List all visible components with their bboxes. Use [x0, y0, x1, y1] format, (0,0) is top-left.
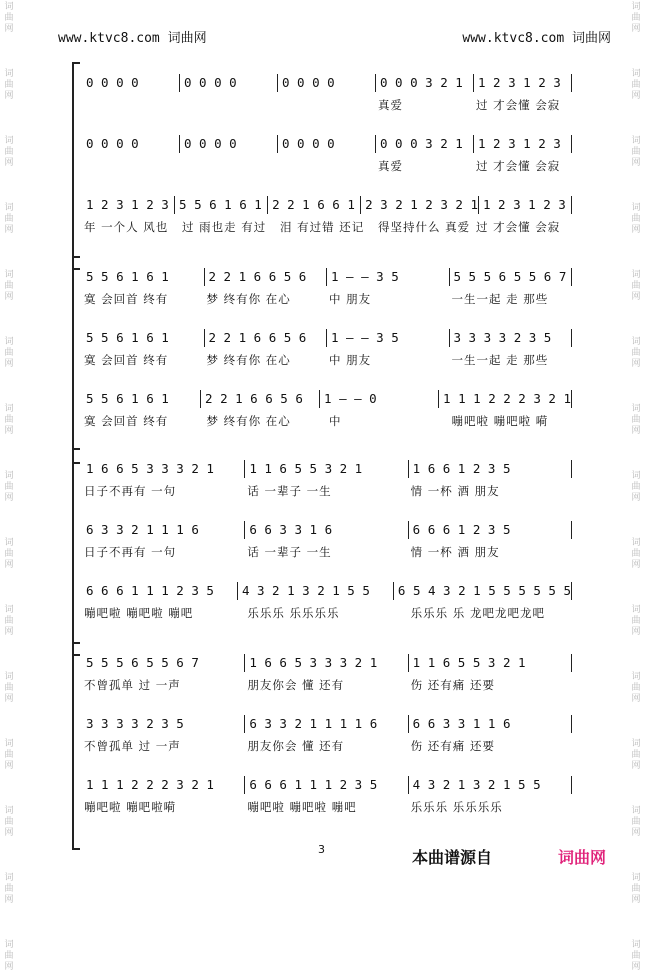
measure: 6 5 4 3 2 1 5 5 5 5 5 5 [394, 582, 572, 600]
watermark-text: 词 曲 网 [4, 404, 14, 436]
lyric-text: 话 一辈子 一生 [247, 545, 332, 559]
watermark-text: 词 曲 网 [631, 270, 641, 302]
voice-part [82, 582, 572, 626]
measure: 0 0 0 0 [82, 74, 180, 92]
page-number: 3 [318, 843, 325, 856]
watermark-text: 词 曲 网 [4, 806, 14, 838]
lyric-text [180, 97, 278, 113]
measure: 0 0 0 0 [180, 74, 278, 92]
measure: 1 1 6 5 5 3 2 1 [245, 460, 408, 478]
score-system [72, 256, 572, 464]
right-watermark-column [629, 0, 643, 972]
measure: 6 3 3 2 1 1 1 6 [82, 521, 245, 539]
score-system [72, 642, 572, 850]
measure: 5 5 6 1 6 1 [82, 268, 205, 286]
lyric-text: 情 一杯 酒 朋友 [410, 484, 500, 498]
measure: 1 — — 0 [320, 390, 439, 408]
notation-line [82, 715, 572, 733]
lyric-text: 寞 会回首 终有 [84, 353, 169, 367]
lyric-text: 日子不再有 一句 [84, 484, 177, 498]
watermark-text: 词 曲 网 [631, 806, 641, 838]
measure: 0 0 0 3 2 1 [376, 135, 474, 153]
measure: 5 5 6 1 6 1 [82, 390, 201, 408]
watermark-text: 词 曲 网 [4, 739, 14, 771]
measure: 5 5 6 1 6 1 [175, 196, 268, 214]
measure: 1 6 6 5 3 3 3 2 1 [82, 460, 245, 478]
watermark-text: 词 曲 网 [631, 605, 641, 637]
lyric-text: 不曾孤单 过 一声 [84, 739, 181, 753]
lyric-text: 乐乐乐 乐乐乐乐 [247, 606, 340, 620]
lyrics-line [82, 352, 572, 368]
measure: 0 0 0 0 [180, 135, 278, 153]
header-right-url[interactable]: www.ktvc8.com [462, 31, 565, 46]
lyric-text: 乐乐乐 乐乐乐乐 [410, 800, 503, 814]
measure: 0 0 0 0 [278, 135, 376, 153]
voice-part [82, 329, 572, 373]
lyrics-line [82, 738, 572, 754]
lyric-text: 寞 会回首 终有 [84, 292, 169, 306]
watermark-text: 词 曲 网 [4, 203, 14, 235]
watermark-text: 词 曲 网 [4, 538, 14, 570]
measure: 1 2 3 1 2 3 [479, 196, 572, 214]
lyric-text [180, 158, 278, 174]
watermark-text: 词 曲 网 [631, 136, 641, 168]
lyric-text: 朋友你会 懂 还有 [247, 678, 345, 692]
lyric-text [278, 97, 376, 113]
system-bracket [72, 642, 80, 850]
watermark-text: 词 曲 网 [631, 471, 641, 503]
lyric-text: 过 才会懂 会寂 [476, 159, 561, 173]
lyric-text: 年 一个人 风也 [84, 220, 169, 234]
measure: 1 2 3 1 2 3 [474, 135, 572, 153]
lyric-text: 真爱 [378, 98, 403, 112]
lyric-text: 情 一杯 酒 朋友 [410, 545, 500, 559]
measure: 5 5 5 6 5 5 6 7 [450, 268, 573, 286]
notation-line [82, 460, 572, 478]
measure: 2 2 1 6 6 5 6 [205, 268, 328, 286]
lyric-text: 泪 有过错 还记 [280, 220, 365, 234]
source-text: 本曲谱源自 [412, 848, 493, 867]
notation-line [82, 390, 572, 408]
measure: 4 3 2 1 3 2 1 5 5 [409, 776, 572, 794]
lyric-text: 伤 还有痛 还要 [410, 678, 495, 692]
lyric-text: 乐乐乐 乐 龙吧龙吧龙吧 [410, 606, 545, 620]
lyrics-line [82, 219, 572, 235]
watermark-text: 词 曲 网 [4, 69, 14, 101]
lyric-text: 一生一起 走 那些 [451, 292, 549, 306]
lyric-text: 梦 终有你 在心 [206, 353, 291, 367]
lyrics-line [82, 291, 572, 307]
lyric-text [82, 97, 180, 113]
lyrics-line [82, 605, 572, 621]
lyric-text: 一生一起 走 那些 [451, 353, 549, 367]
voice-part [82, 135, 572, 179]
voice-part [82, 74, 572, 118]
voice-part [82, 460, 572, 504]
voice-part [82, 521, 572, 565]
measure: 6 6 6 1 1 1 2 3 5 [245, 776, 408, 794]
notation-line [82, 74, 572, 92]
header-right-site: 词曲网 [571, 31, 611, 46]
lyrics-line [82, 483, 572, 499]
lyric-text: 真爱 [378, 159, 403, 173]
measure: 1 6 6 5 3 3 3 2 1 [245, 654, 408, 672]
measure: 6 6 3 3 1 6 [245, 521, 408, 539]
measure: 6 6 6 1 2 3 5 [409, 521, 572, 539]
watermark-text: 词 曲 网 [631, 404, 641, 436]
lyric-text: 得坚持什么 真爱 [378, 220, 471, 234]
lyric-text: 日子不再有 一句 [84, 545, 177, 559]
watermark-text: 词 曲 网 [631, 203, 641, 235]
watermark-text: 词 曲 网 [4, 136, 14, 168]
measure: 2 2 1 6 6 5 6 [201, 390, 320, 408]
lyric-text: 朋友你会 懂 还有 [247, 739, 345, 753]
lyric-text: 话 一辈子 一生 [247, 484, 332, 498]
lyric-text: 嘣吧啦 嘣吧啦 嘣吧 [84, 606, 194, 620]
watermark-text: 词 曲 网 [631, 940, 641, 972]
lyric-text: 过 才会懂 会寂 [476, 98, 561, 112]
notation-line [82, 582, 572, 600]
watermark-text: 词 曲 网 [4, 2, 14, 34]
measure: 2 2 1 6 6 5 6 [205, 329, 328, 347]
system-bracket [72, 256, 80, 464]
measure: 1 2 3 1 2 3 [474, 74, 572, 92]
notation-line [82, 654, 572, 672]
lyric-text: 嘣吧啦 嘣吧啦嗬 [84, 800, 177, 814]
score-system [72, 62, 572, 270]
watermark-text: 词 曲 网 [631, 337, 641, 369]
lyric-text: 伤 还有痛 还要 [410, 739, 495, 753]
lyric-text [82, 158, 180, 174]
measure: 0 0 0 0 [82, 135, 180, 153]
header-left [58, 27, 207, 46]
lyric-text: 中 [329, 414, 342, 428]
lyrics-line [82, 413, 572, 429]
voice-part [82, 196, 572, 240]
watermark-text: 词 曲 网 [631, 672, 641, 704]
voice-part [82, 268, 572, 312]
system-bracket [72, 62, 80, 270]
notation-line [82, 268, 572, 286]
watermark-text: 词 曲 网 [631, 873, 641, 905]
lyrics-line [82, 158, 572, 174]
watermark-text: 词 曲 网 [631, 739, 641, 771]
measure: 1 — — 3 5 [327, 329, 450, 347]
measure: 1 1 6 5 5 3 2 1 [409, 654, 572, 672]
system-bracket [72, 448, 80, 656]
watermark-text: 词 曲 网 [4, 940, 14, 972]
lyrics-line [82, 97, 572, 113]
lyric-text: 寞 会回首 终有 [84, 414, 169, 428]
notation-line [82, 196, 572, 214]
measure: 1 1 1 2 2 2 3 2 1 [82, 776, 245, 794]
lyrics-line [82, 677, 572, 693]
measure: 1 2 3 1 2 3 [82, 196, 175, 214]
header-left-site: 词曲网 [167, 31, 207, 46]
voice-part [82, 776, 572, 820]
watermark-text: 词 曲 网 [4, 471, 14, 503]
lyric-text: 过 雨也走 有过 [182, 220, 267, 234]
measure: 1 1 1 2 2 2 3 2 1 [439, 390, 572, 408]
watermark-text: 词 曲 网 [4, 605, 14, 637]
measure: 1 6 6 1 2 3 5 [409, 460, 572, 478]
measure: 3 3 3 3 2 3 5 [450, 329, 573, 347]
lyrics-line [82, 544, 572, 560]
header-right [462, 27, 611, 46]
lyric-text: 不曾孤单 过 一声 [84, 678, 181, 692]
lyric-text [278, 158, 376, 174]
lyrics-line [82, 799, 572, 815]
measure: 5 5 6 1 6 1 [82, 329, 205, 347]
lyric-text: 过 才会懂 会寂 [476, 220, 561, 234]
measure: 0 0 0 0 [278, 74, 376, 92]
notation-line [82, 776, 572, 794]
watermark-text: 词 曲 网 [4, 672, 14, 704]
watermark-text: 词 曲 网 [631, 69, 641, 101]
header-left-url[interactable]: www.ktvc8.com [58, 31, 160, 46]
notation-line [82, 521, 572, 539]
measure: 2 2 1 6 6 1 [268, 196, 361, 214]
voice-part [82, 654, 572, 698]
lyric-text: 梦 终有你 在心 [206, 292, 291, 306]
watermark-text: 词 曲 网 [4, 873, 14, 905]
measure: 6 6 3 3 1 1 6 [409, 715, 572, 733]
measure: 4 3 2 1 3 2 1 5 5 [238, 582, 394, 600]
lyric-text: 中 朋友 [329, 292, 372, 306]
watermark-text: 词 曲 网 [4, 270, 14, 302]
measure: 0 0 0 3 2 1 [376, 74, 474, 92]
notation-line [82, 135, 572, 153]
measure: 3 3 3 3 2 3 5 [82, 715, 245, 733]
voice-part [82, 390, 572, 434]
watermark-text: 词 曲 网 [631, 2, 641, 34]
watermark-text: 词 曲 网 [4, 337, 14, 369]
measure: 6 3 3 2 1 1 1 1 6 [245, 715, 408, 733]
left-watermark-column [2, 0, 16, 972]
notation-line [82, 329, 572, 347]
lyric-text: 中 朋友 [329, 353, 372, 367]
measure: 5 5 5 6 5 5 6 7 [82, 654, 245, 672]
measure: 6 6 6 1 1 1 2 3 5 [82, 582, 238, 600]
lyric-text: 嘣吧啦 嘣吧啦 嗬 [451, 414, 549, 428]
lyric-text: 嘣吧啦 嘣吧啦 嘣吧 [247, 800, 357, 814]
measure: 1 — — 3 5 [327, 268, 450, 286]
measure: 2 3 2 1 2 3 2 1 [361, 196, 479, 214]
lyric-text: 梦 终有你 在心 [206, 414, 291, 428]
brand-logo[interactable]: 词曲网 [558, 848, 607, 867]
score-system [72, 448, 572, 656]
voice-part [82, 715, 572, 759]
watermark-text: 词 曲 网 [631, 538, 641, 570]
